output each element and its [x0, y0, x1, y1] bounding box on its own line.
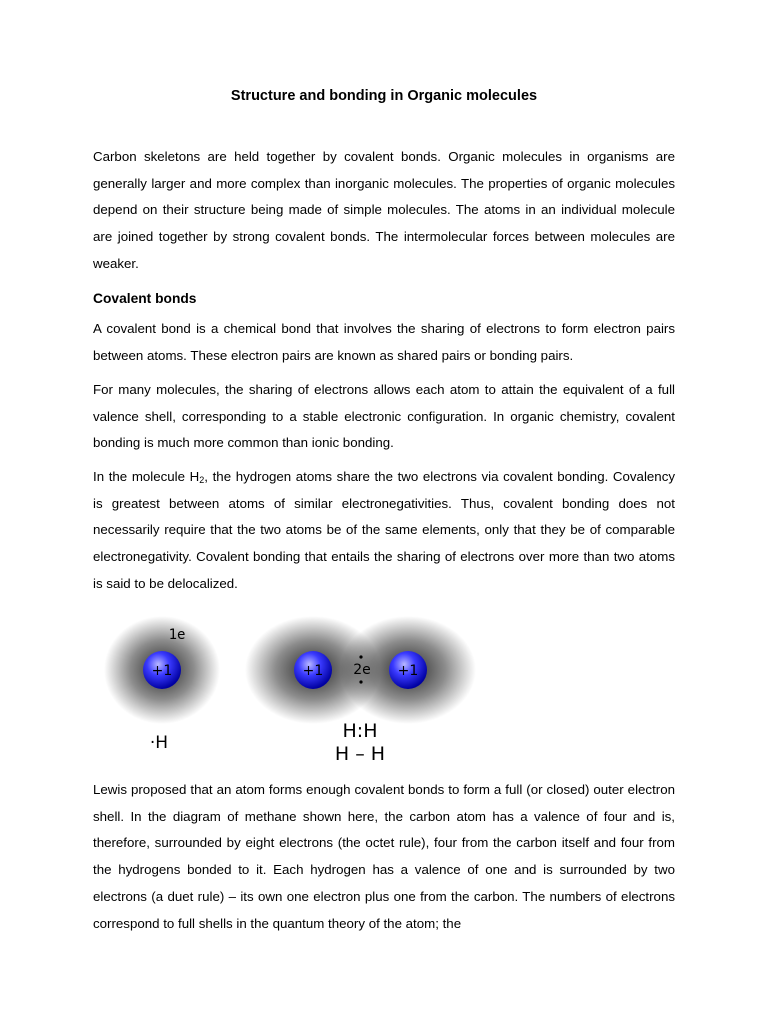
- nucleus-charge-label: +1: [151, 663, 173, 679]
- shared-electron-dot-bottom: [359, 680, 362, 683]
- shared-pair-label: 2e: [353, 662, 371, 678]
- section-heading-covalent-bonds: Covalent bonds: [93, 291, 197, 306]
- intro-paragraph: Carbon skeletons are held together by covalent bonds. Organic molecules in organisms are generally larger and more complex than inorganic molecules. The properties of organic molecules depend on their structure being made of simple molecules. The atoms in an individual molecule are joined together by strong covalent bonds. The intermolecular forces between molecules are weaker.: [93, 149, 675, 271]
- bond-line-formula: H – H: [334, 743, 386, 765]
- lewis-dot-formula: H:H: [342, 720, 378, 742]
- single-atom-symbol: ·H: [149, 733, 169, 753]
- shared-electron-dot-top: [359, 655, 362, 658]
- paragraph-valence-shell: For many molecules, the sharing of electrons allows each atom to attain the equivalent of a full valence shell, corresponding to a stable electronic configuration. In organic chemistry, covalent bonding is much more common than ionic bonding.: [93, 382, 675, 451]
- nucleus-charge-left: +1: [302, 663, 324, 679]
- paragraph-hydrogen-molecule: [93, 464, 675, 598]
- nucleus-charge-right: +1: [397, 663, 419, 679]
- para3-rest: , the hydrogen atoms share the two electrons via covalent bonding. Covalency is greatest between atoms of similar electronegativities. Thus, covalent bonding does not necessarily require that the two atoms be of the same elements, only that they be of comparable electronegativity. Covalent bonding that entails the sharing of electrons over more than two atoms is said to be delocalized.: [93, 469, 675, 591]
- para3-start: In the molecule H: [93, 469, 200, 484]
- paragraph-covalent-definition: A covalent bond is a chemical bond that involves the sharing of electrons to form electron pairs between atoms. These electron pairs are known as shared pairs or bonding pairs.: [93, 321, 675, 363]
- hydrogen-bonding-diagram: [93, 612, 493, 768]
- single-electron-label: 1e: [168, 627, 186, 643]
- subscript-2: 2: [199, 475, 205, 485]
- page-title: Structure and bonding in Organic molecules: [230, 88, 538, 104]
- paragraph-lewis-octet: Lewis proposed that an atom forms enough covalent bonds to form a full (or closed) outer electron shell. In the diagram of methane shown here, the carbon atom has a valence of four and is, therefore, surrounded by eight electrons (the octet rule), four from the carbon itself and four from the hydrogens bonded to it. Each hydrogen has a valence of one and is surrounded by two electrons (a duet rule) – its own one electron plus one from the carbon. The numbers of electrons correspond to full shells in the quantum theory of the atom; the: [93, 782, 675, 931]
